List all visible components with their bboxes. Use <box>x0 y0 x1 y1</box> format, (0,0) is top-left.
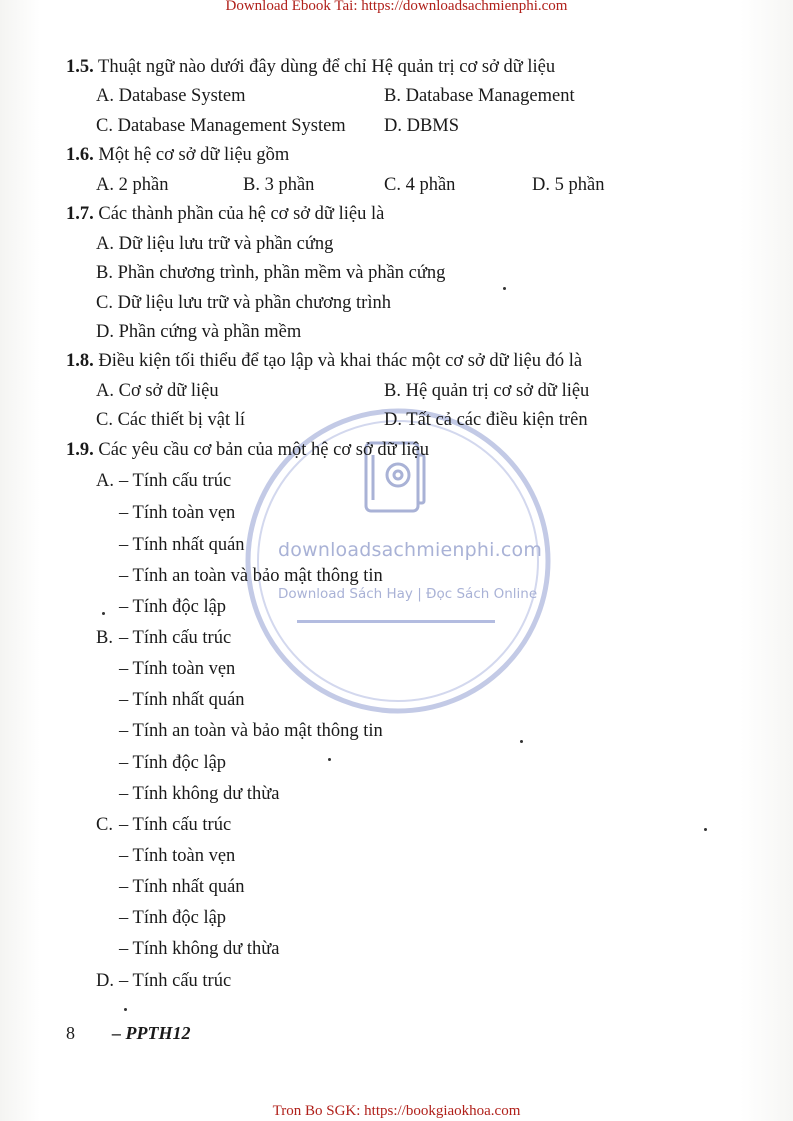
option-a: A. Cơ sở dữ liệu <box>96 381 219 401</box>
option-c-label: C. <box>96 815 113 835</box>
question-1-7 <box>66 203 384 225</box>
option-d-label: D. <box>96 971 114 991</box>
option-d: D. Tất cả các điều kiện trên <box>384 410 588 430</box>
option-b-label: B. <box>96 628 113 648</box>
option-c: C. Các thiết bị vật lí <box>96 410 246 430</box>
scan-speck <box>520 740 523 743</box>
option-d: D. DBMS <box>384 116 460 136</box>
option-b: B. 3 phần <box>243 175 315 195</box>
option-b: B. Phần chương trình, phần mềm và phần cứng <box>96 263 446 283</box>
scan-speck <box>102 612 105 615</box>
option-a-item: – Tính nhất quán <box>119 535 245 555</box>
option-a-label: A. <box>96 471 114 491</box>
option-b-item: – Tính cấu trúc <box>119 628 232 648</box>
option-c: C. 4 phần <box>384 175 456 195</box>
option-a: A. 2 phần <box>96 175 169 195</box>
question-1-9 <box>66 439 429 461</box>
scan-speck <box>124 1008 127 1011</box>
option-b-item: – Tính toàn vẹn <box>119 659 236 679</box>
question-number: 1.7. <box>66 204 94 224</box>
scan-speck <box>704 828 707 831</box>
option-a-item: – Tính an toàn và bảo mật thông tin <box>119 566 383 586</box>
page-number: 8 <box>66 1023 75 1043</box>
option-d-item: – Tính cấu trúc <box>119 971 232 991</box>
question-number: 1.8. <box>66 351 94 371</box>
question-text: Một hệ cơ sở dữ liệu gồm <box>93 145 290 165</box>
option-a-item: – Tính toàn vẹn <box>119 503 236 523</box>
question-1-8 <box>66 350 582 372</box>
option-d: D. 5 phần <box>532 175 605 195</box>
scan-speck <box>503 287 506 290</box>
option-c-item: – Tính độc lập <box>119 908 227 928</box>
question-text: Các thành phần của hệ cơ sở dữ liệu là <box>93 204 385 224</box>
option-b-item: – Tính không dư thừa <box>119 784 280 804</box>
option-a-item: – Tính độc lập <box>119 597 227 617</box>
option-a: A. Dữ liệu lưu trữ và phần cứng <box>96 234 334 254</box>
question-text: Thuật ngữ nào dưới đây dùng để chỉ Hệ quản trị cơ sở dữ liệu <box>93 57 556 77</box>
watermark-underline <box>297 620 495 623</box>
watermark-tagline: Download Sách Hay | Đọc Sách Online <box>278 586 538 602</box>
top-download-banner[interactable]: Download Ebook Tai: https://downloadsachmienphi.com <box>225 0 568 14</box>
book-code: – PPTH12 <box>112 1023 191 1043</box>
scan-speck <box>328 758 331 761</box>
question-number: 1.6. <box>66 145 94 165</box>
option-c-item: – Tính cấu trúc <box>119 815 232 835</box>
option-b-item: – Tính an toàn và bảo mật thông tin <box>119 721 383 741</box>
watermark-site: downloadsachmienphi.com <box>278 539 543 561</box>
question-number: 1.5. <box>66 57 94 77</box>
option-b-item: – Tính nhất quán <box>119 690 245 710</box>
question-1-5 <box>66 56 555 78</box>
option-c: C. Database Management System <box>96 116 346 136</box>
bottom-sgk-banner[interactable]: Tron Bo SGK: https://bookgiaokhoa.com <box>272 1103 521 1119</box>
option-c: C. Dữ liệu lưu trữ và phần chương trình <box>96 293 391 313</box>
option-a: A. Database System <box>96 86 246 106</box>
option-a-item: – Tính cấu trúc <box>119 471 232 491</box>
question-text: Các yêu cầu cơ bản của một hệ cơ sở dữ liệu <box>93 440 430 460</box>
option-c-item: – Tính nhất quán <box>119 877 245 897</box>
option-c-item: – Tính không dư thừa <box>119 939 280 959</box>
option-b: B. Hệ quản trị cơ sở dữ liệu <box>384 381 590 401</box>
option-c-item: – Tính toàn vẹn <box>119 846 236 866</box>
option-d: D. Phần cứng và phần mềm <box>96 322 302 342</box>
question-number: 1.9. <box>66 440 94 460</box>
question-1-6 <box>66 144 289 166</box>
option-b-item: – Tính độc lập <box>119 753 227 773</box>
option-b: B. Database Management <box>384 86 575 106</box>
question-text: Điều kiện tối thiểu để tạo lập và khai thác một cơ sở dữ liệu đó là <box>93 351 583 371</box>
